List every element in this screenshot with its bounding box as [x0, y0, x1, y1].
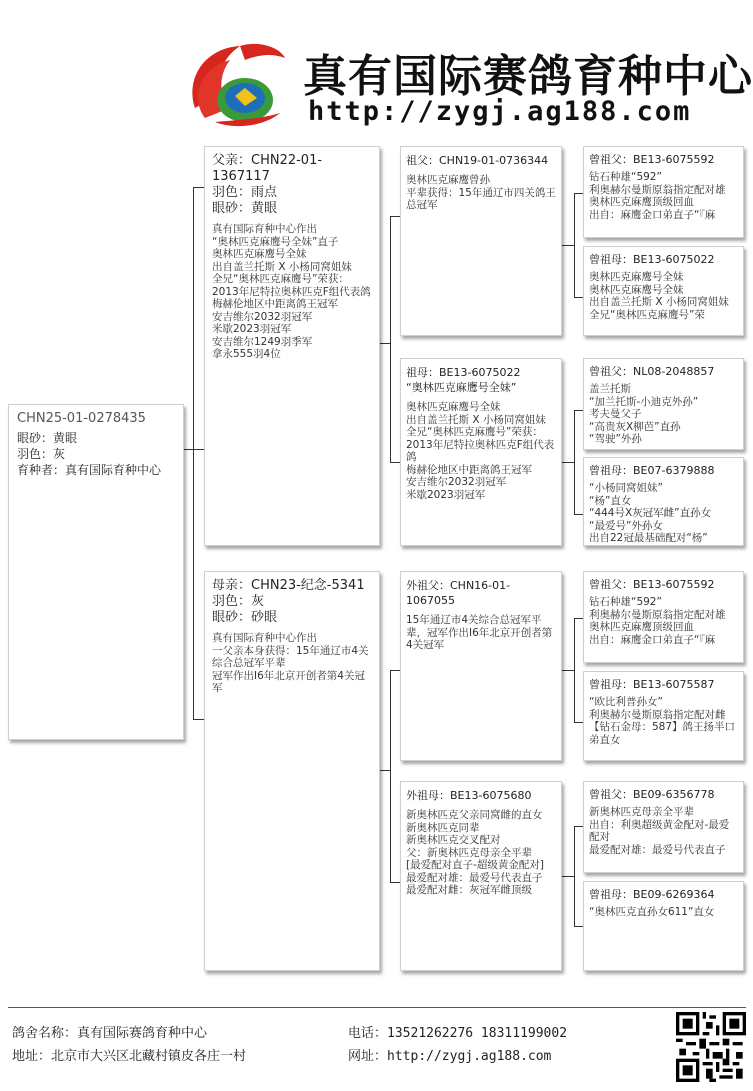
grandparent-card[interactable]	[400, 571, 562, 761]
connector	[562, 670, 574, 671]
connector	[574, 618, 583, 619]
dam-eye: 眼砂：砂眼	[212, 610, 278, 625]
connector	[380, 770, 390, 771]
connector	[390, 670, 391, 883]
connector	[574, 410, 575, 514]
sire-eye: 眼砂：黄眼	[212, 201, 278, 216]
connector	[574, 410, 583, 411]
connector	[562, 462, 574, 463]
connector	[574, 193, 575, 297]
connector	[390, 216, 391, 463]
great-grandparent-card[interactable]	[583, 571, 744, 663]
great-grandparent-card[interactable]	[583, 146, 744, 238]
subject-card[interactable]	[8, 404, 184, 740]
connector	[574, 826, 583, 827]
footer-web: 网址：http://zygj.ag188.com	[348, 1049, 552, 1064]
great-grandparent-card[interactable]	[583, 781, 744, 873]
great-grandparent-title: 曾祖母：BE09-6269364	[589, 888, 715, 901]
great-grandparent-notes: “小杨同窝姐妹” “杨”直女 “444号X灰冠军雌”直孙女 “最爱号”外孙女 出自22冠最基础配对“杨”	[589, 482, 712, 544]
sire-title: 父亲：CHN22-01-1367117	[212, 153, 323, 184]
connector	[184, 449, 204, 450]
footer-divider	[8, 1007, 746, 1008]
great-grandparent-title: 曾祖父：BE13-6075592	[589, 578, 715, 591]
grandparent-card[interactable]	[400, 781, 562, 971]
sire-notes: 真有国际育种中心作出 “奥林匹克麻鹰号全妹”直子 奥林匹克麻鹰号全妹 出自盖兰托斯 X 小杨同窝姐妹 全兄“奥林匹克麻鹰号”荣获： 2013年尼特拉奥林匹克F组代表鸽 梅赫伦地区中距离鸽王冠军 安吉维尔2032羽冠军 米歇2023羽冠军 安吉维尔1249羽季军 拿永555羽4位	[212, 223, 371, 360]
grandparent-card[interactable]	[400, 146, 562, 336]
subject-ring: CHN25-01-0278435	[17, 411, 146, 426]
connector	[574, 826, 575, 926]
header	[185, 38, 753, 128]
grandparent-title: 祖父：CHN19-01-0736344	[406, 154, 549, 167]
great-grandparent-notes: 钻石种雄“592” 利奥赫尔曼斯原翁指定配对雄 奥林匹克麻鹰顶级回血 出自：麻鹰金口弟直子“『麻	[589, 171, 726, 221]
footer-address: 地址：北京市大兴区北藏村镇皮各庄一村	[12, 1049, 247, 1064]
dam-card[interactable]	[204, 571, 380, 971]
org-name: 真有国际赛鸽育种中心	[303, 51, 753, 102]
great-grandparent-title: 曾祖母：BE13-6075587	[589, 678, 715, 691]
sire-color: 羽色：雨点	[212, 185, 278, 200]
subject-color: 羽色：灰	[17, 447, 66, 461]
great-grandparent-title: 曾祖父：NL08-2048857	[589, 365, 715, 378]
footer-loft: 鸽舍名称：真有国际赛鸽育种中心	[12, 1026, 208, 1041]
grandparent-notes: 新奥林匹克父亲同窝雌的直女 新奥林匹克同辈 新奥林匹克交叉配对 父：新奥林匹克母亲全平辈 [最爱配对直子-超级黄金配对] 最爱配对雄：最爱号代表直子 最爱配对雌：灰冠军雌顶级	[406, 809, 544, 896]
grandparent-notes: 奥林匹克麻鹰号全妹 出自盖兰托斯 X 小杨同窝姐妹 全兄“奥林匹克麻鹰号”荣获： 2013年尼特拉奥林匹克F组代表鸽 梅赫伦地区中距离鸽王冠军 安吉维尔2032羽冠军 米歇2023羽冠军	[406, 401, 555, 501]
sire-card[interactable]	[204, 146, 380, 546]
great-grandparent-notes: 奥林匹克麻鹰号全妹 奥林匹克麻鹰号全妹 出自盖兰托斯 X 小杨同窝姐妹 全兄“奥林匹克麻鹰号”荣	[589, 271, 729, 321]
connector	[562, 876, 574, 877]
great-grandparent-notes: 新奥林匹克母亲全平辈 出自：利奥超级黄金配对-最爱配对 最爱配对雄：最爱号代表直子	[589, 806, 730, 856]
qr-code-icon	[676, 1012, 746, 1082]
great-grandparent-title: 曾祖母：BE13-6075022	[589, 253, 715, 266]
footer-web-link[interactable]: http://zygj.ag188.com	[387, 1049, 552, 1064]
connector	[193, 187, 194, 719]
grandparent-title: 外祖母：BE13-6075680	[406, 789, 532, 802]
dam-title: 母亲：CHN23-纪念-5341	[212, 578, 365, 593]
subject-breeder: 育种者：真有国际育种中心	[17, 463, 162, 477]
great-grandparent-card[interactable]	[583, 358, 744, 450]
header-url[interactable]: http://zygj.ag188.com	[308, 96, 692, 127]
footer-phone: 电话：13521262276 18311199002	[348, 1026, 568, 1041]
great-grandparent-notes: 钻石种雄“592” 利奥赫尔曼斯原翁指定配对雄 奥林匹克麻鹰顶级回血 出自：麻鹰金口弟直子“『麻	[589, 596, 726, 646]
connector	[574, 618, 575, 722]
great-grandparent-notes: 盖兰托斯 “加兰托斯-小迪克外孙” 考夫曼父子 “高贵灰X柳芭”直孙 “驾驶”外孙	[589, 383, 699, 445]
grandparent-card[interactable]	[400, 358, 562, 546]
grandparent-title: 外祖父：CHN16-01-1067055	[406, 579, 511, 607]
great-grandparent-card[interactable]	[583, 881, 744, 971]
connector	[574, 193, 583, 194]
grandparent-title: 祖母：BE13-6075022 “奥林匹克麻鹰号全妹”	[406, 366, 521, 394]
logo-icon	[185, 38, 295, 128]
connector	[574, 514, 583, 515]
connector	[574, 722, 583, 723]
great-grandparent-card[interactable]	[583, 671, 744, 761]
grandparent-notes: 奥林匹克麻鹰曾孙 平辈获得：15年通辽市四关鸽王总冠军	[406, 174, 556, 211]
dam-color: 羽色：灰	[212, 594, 265, 609]
great-grandparent-notes: “欧比利普孙女” 利奥赫尔曼斯原翁指定配对雌 【钻石金母：587】鸽王扬半口弟直女	[589, 696, 736, 746]
connector	[562, 245, 574, 246]
great-grandparent-card[interactable]	[583, 246, 744, 336]
subject-eye: 眼砂：黄眼	[17, 431, 78, 445]
connector	[574, 926, 583, 927]
great-grandparent-title: 曾祖父：BE13-6075592	[589, 153, 715, 166]
great-grandparent-card[interactable]	[583, 457, 744, 546]
great-grandparent-title: 曾祖母：BE07-6379888	[589, 464, 715, 477]
grandparent-notes: 15年通辽市4关综合总冠军平辈，冠军作出I6年北京开创者第4关冠军	[406, 614, 553, 651]
dam-notes: 真有国际育种中心作出 一父亲本身获得：15年通辽市4关综合总冠军平辈 冠军作出I6年北京开创者第4关冠军	[212, 632, 369, 694]
connector	[380, 343, 390, 344]
great-grandparent-notes: “奥林匹克直孙女611”直女	[589, 906, 715, 918]
great-grandparent-title: 曾祖父：BE09-6356778	[589, 788, 715, 801]
connector	[574, 297, 583, 298]
